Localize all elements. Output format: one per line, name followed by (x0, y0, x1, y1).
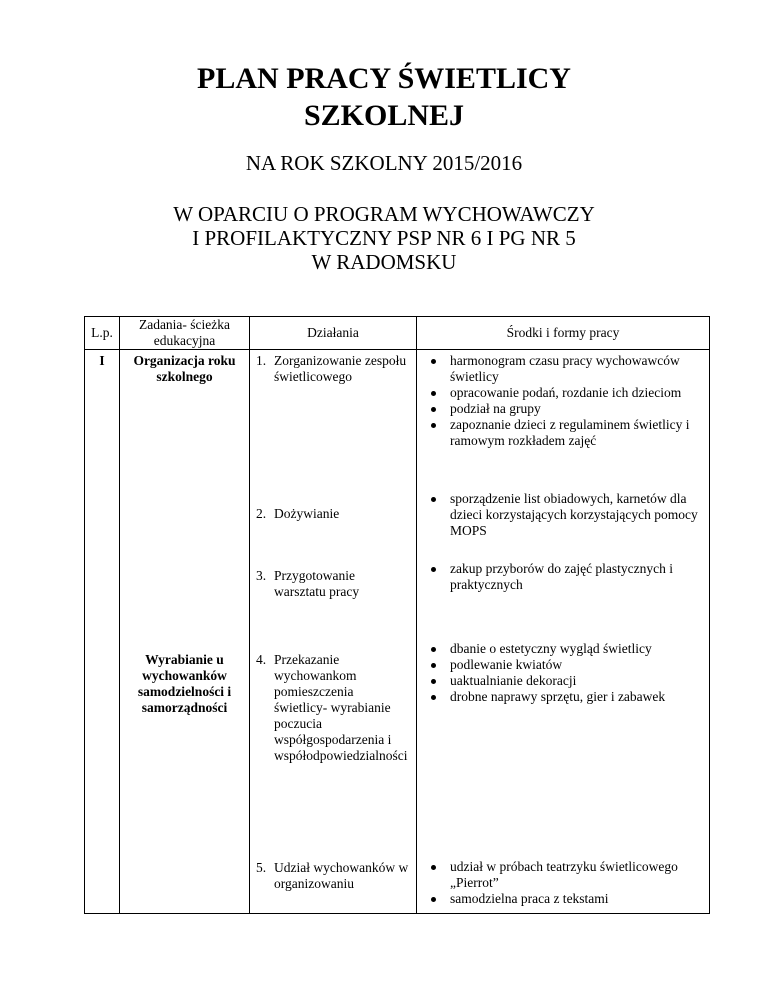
row-means (417, 558, 710, 638)
row-action (250, 638, 417, 836)
title-line-1: PLAN PRACY ŚWIETLICY (197, 62, 571, 95)
means-item: opracowanie podań, rozdanie ich dzieciom (417, 385, 705, 401)
action-text: Dożywianie (274, 505, 340, 521)
row-means (417, 350, 710, 488)
means-item: udział w próbach teatrzyku świetlicowego „Pierrot” (417, 859, 705, 891)
header-zadania: Zadania- ścieżka edukacyjna (120, 317, 250, 350)
action-number: 2. (256, 505, 267, 521)
means-item: podlewanie kwiatów (417, 657, 705, 673)
table-row (85, 488, 710, 558)
action-number: 5. (256, 859, 267, 875)
means-item: podział na grupy (417, 401, 705, 417)
school-year-subtitle: NA ROK SZKOLNY 2015/2016 (245, 151, 523, 175)
row-lp (85, 836, 120, 914)
row-action (250, 350, 417, 488)
title-line-2: SZKOLNEJ (303, 99, 465, 132)
action-number: 1. (256, 353, 267, 368)
header-dzialania: Działania (250, 317, 417, 350)
work-plan-table (84, 316, 710, 914)
row-lp (85, 638, 120, 836)
means-item: zapoznanie dzieci z regulaminem świetlicy i ramowym rozkładem zajęć (417, 417, 705, 449)
row-action (250, 558, 417, 638)
action-number: 3. (256, 567, 267, 583)
table-row (85, 558, 710, 638)
header-lp: L.p. (85, 317, 120, 350)
row-means (417, 836, 710, 914)
row-lp (85, 558, 120, 638)
row-action (250, 836, 417, 914)
means-item: dbanie o estetyczny wygląd świetlicy (417, 641, 705, 657)
action-text: Udział wychowanków w organizowaniu (274, 859, 409, 891)
action-text: Przekazanie wychowankom pomieszczenia świetlicy- wyrabianie poczucia współgospodarzenia i współodpowiedzialności (274, 651, 408, 763)
row-means (417, 638, 710, 836)
row-lp: I (85, 350, 120, 488)
means-item: drobne naprawy sprzętu, gier i zabawek (417, 689, 705, 705)
means-item: samodzielna praca z tekstami (417, 891, 705, 907)
means-item: harmonogram czasu pracy wychowawców świetlicy (417, 353, 705, 385)
program-basis-line-3: W RADOMSKU (311, 250, 457, 274)
means-item: sporządzenie list obiadowych, karnetów dla dzieci korzystających korzystających pomocy MOPS (417, 491, 705, 539)
action-number: 4. (256, 651, 267, 667)
row-task: Wyrabianie u wychowanków samodzielności i samorządności (120, 638, 250, 836)
action-text: Zorganizowanie zespołu świetlicowego (274, 353, 407, 384)
program-basis-line-2: I PROFILAKTYCZNY PSP NR 6 I PG NR 5 (192, 226, 576, 250)
means-item: zakup przyborów do zajęć plastycznych i praktycznych (417, 561, 705, 593)
program-basis (0, 202, 768, 274)
table-row (85, 836, 710, 914)
table-row (85, 350, 710, 488)
program-basis-line-1: W OPARCIU O PROGRAM WYCHOWAWCZY (173, 202, 595, 226)
row-action (250, 488, 417, 558)
row-task (120, 488, 250, 558)
row-task: Organizacja roku szkolnego (120, 350, 250, 488)
row-lp (85, 488, 120, 558)
row-means (417, 488, 710, 558)
means-item: uaktualnianie dekoracji (417, 673, 705, 689)
document-title (0, 60, 768, 134)
row-task (120, 558, 250, 638)
table-row (85, 638, 710, 836)
action-text: Przygotowanie warsztatu pracy (274, 567, 360, 599)
row-task (120, 836, 250, 914)
table-header-row (85, 317, 710, 350)
header-srodki: Środki i formy pracy (417, 317, 710, 350)
